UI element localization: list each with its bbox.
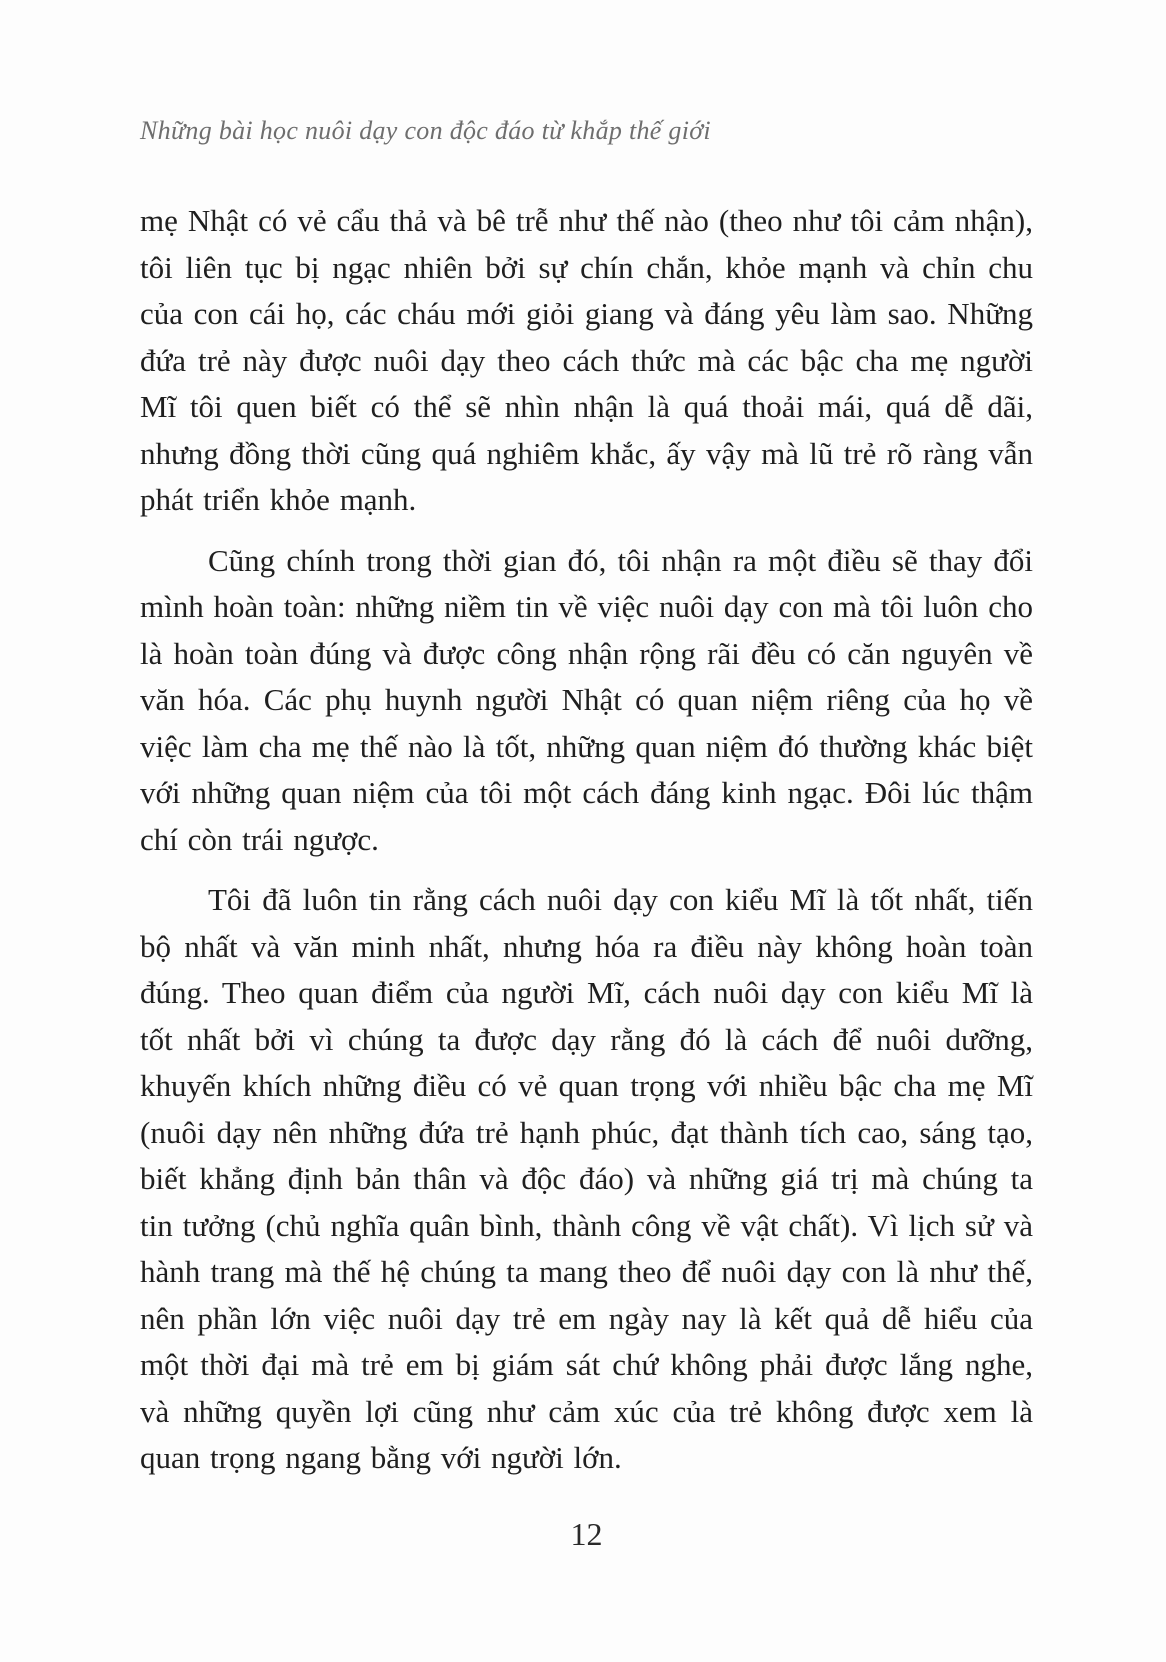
running-header: Những bài học nuôi dạy con độc đáo từ khắp thế giới [140, 116, 711, 145]
paragraph-3: Tôi đã luôn tin rằng cách nuôi dạy con kiểu Mĩ là tốt nhất, tiến bộ nhất và văn minh nhất, nhưng hóa ra điều này không hoàn toàn đúng. Theo quan điểm của người Mĩ, cách nuôi dạy con kiểu Mĩ là tốt nhất bởi vì chúng ta được dạy rằng đó là cách để nuôi dưỡng, khuyến khích những điều có vẻ quan trọng với nhiều bậc cha mẹ Mĩ (nuôi dạy nên những đứa trẻ hạnh phúc, đạt thành tích cao, sáng tạo, biết khẳng định bản thân và độc đáo) và những giá trị mà chúng ta tin tưởng (chủ nghĩa quân bình, thành công về vật chất). Vì lịch sử và hành trang mà thế hệ chúng ta mang theo để nuôi dạy con là như thế, nên phần lớn việc nuôi dạy trẻ em ngày nay là kết quả dễ hiểu của một thời đại mà trẻ em bị giám sát chứ không phải được lắng nghe, và những quyền lợi cũng như cảm xúc của trẻ không được xem là quan trọng ngang bằng với người lớn. [140, 882, 1033, 1475]
paragraph-1: mẹ Nhật có vẻ cẩu thả và bê trễ như thế nào (theo như tôi cảm nhận), tôi liên tục bị ngạc nhiên bởi sự chín chắn, khỏe mạnh và chỉn chu của con cái họ, các cháu mới giỏi giang và đáng yêu làm sao. Những đứa trẻ này được nuôi dạy theo cách thức mà các bậc cha mẹ người Mĩ tôi quen biết có thể sẽ nhìn nhận là quá thoải mái, quá dễ dãi, nhưng đồng thời cũng quá nghiêm khắc, ấy vậy mà lũ trẻ rõ ràng vẫn phát triển khỏe mạnh. [140, 203, 1033, 517]
paragraph-2: Cũng chính trong thời gian đó, tôi nhận ra một điều sẽ thay đổi mình hoàn toàn: những niềm tin về việc nuôi dạy con mà tôi luôn cho là hoàn toàn đúng và được công nhận rộng rãi đều có căn nguyên về văn hóa. Các phụ huynh người Nhật có quan niệm riêng của họ về việc làm cha mẹ thế nào là tốt, những quan niệm đó thường khác biệt với những quan niệm của tôi một cách đáng kinh ngạc. Đôi lúc thậm chí còn trái ngược. [140, 542, 1033, 857]
body-text-column [140, 198, 1033, 1496]
page-number: 12 [570, 1516, 603, 1552]
